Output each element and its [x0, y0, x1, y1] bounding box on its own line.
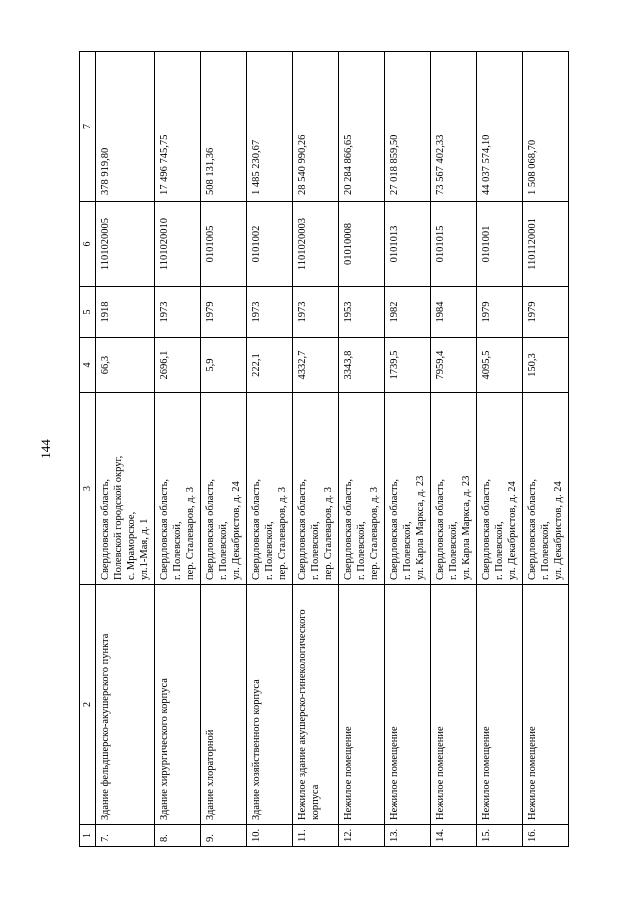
address-line: ул.1-Мая, д. 1	[139, 518, 150, 580]
object-name-cell: Нежилое помещение	[385, 585, 431, 825]
table-row	[155, 52, 201, 847]
year-cell: 1979	[523, 287, 569, 338]
area-cell: 5,9	[201, 338, 247, 393]
object-name-cell: Здание хирургического корпуса	[155, 585, 201, 825]
header-cell: 4	[80, 338, 96, 393]
address-line: Свердловская область,	[159, 478, 170, 580]
value-cell: 73 567 402,33	[431, 52, 477, 202]
address-line: г. Полевской,	[494, 521, 505, 580]
value-cell: 28 540 990,26	[293, 52, 339, 202]
address-line: пер. Сталеваров, д. 3	[323, 486, 334, 580]
address-cell	[201, 393, 247, 585]
area-cell: 4332,7	[293, 338, 339, 393]
inventory-code-cell: 0101015	[431, 202, 477, 287]
address-cell	[477, 393, 523, 585]
value-cell: 508 131,36	[201, 52, 247, 202]
inventory-code-cell: 0101001	[477, 202, 523, 287]
inventory-code-cell: 01010008	[339, 202, 385, 287]
address-line: Полевской городской округ,	[113, 455, 124, 580]
year-cell: 1973	[155, 287, 201, 338]
year-cell: 1979	[477, 287, 523, 338]
area-cell: 222,1	[247, 338, 293, 393]
row-number-cell: 14.	[431, 825, 477, 847]
object-name-cell: Здание хлораторной	[201, 585, 247, 825]
header-cell: 6	[80, 202, 96, 287]
address-cell	[293, 393, 339, 585]
header-row	[80, 52, 96, 847]
year-cell: 1984	[431, 287, 477, 338]
table-row	[293, 52, 339, 847]
value-cell: 1 508 068,70	[523, 52, 569, 202]
address-cell	[155, 393, 201, 585]
address-line: ул. Декабристов, д. 24	[507, 481, 518, 580]
inventory-code-cell: 1101120001	[523, 202, 569, 287]
address-line: пер. Сталеваров, д. 3	[277, 486, 288, 580]
address-line: Свердловская область,	[481, 478, 492, 580]
row-number-cell: 13.	[385, 825, 431, 847]
row-number-cell: 16.	[523, 825, 569, 847]
address-line: ул. Декабристов, д. 24	[553, 481, 564, 580]
address-line: г. Полевской,	[264, 521, 275, 580]
row-number-cell: 8.	[155, 825, 201, 847]
address-line: г. Полевской,	[402, 521, 413, 580]
year-cell: 1918	[96, 287, 155, 338]
address-line: Свердловская область,	[205, 478, 216, 580]
table-row	[523, 52, 569, 847]
address-line: Свердловская область,	[297, 478, 308, 580]
row-number-cell: 11.	[293, 825, 339, 847]
address-line: Свердловская область,	[100, 478, 111, 580]
address-line: Свердловская область,	[435, 478, 446, 580]
value-cell: 1 485 230,67	[247, 52, 293, 202]
value-cell: 44 037 574,10	[477, 52, 523, 202]
address-line: ул. Карла Маркса, д. 23	[461, 475, 472, 580]
inventory-code-cell: 1101020005	[96, 202, 155, 287]
address-line: г. Полевской,	[356, 521, 367, 580]
table-row	[247, 52, 293, 847]
address-cell	[247, 393, 293, 585]
table-row	[385, 52, 431, 847]
address-line: с. Мраморское,	[126, 511, 137, 580]
address-line: г. Полевской,	[218, 521, 229, 580]
row-number-cell: 10.	[247, 825, 293, 847]
value-cell: 17 496 745,75	[155, 52, 201, 202]
row-number-cell: 9.	[201, 825, 247, 847]
area-cell: 150,3	[523, 338, 569, 393]
address-line: г. Полевской,	[310, 521, 321, 580]
object-name-cell: Нежилое помещение	[523, 585, 569, 825]
rotated-table-frame	[79, 52, 564, 847]
area-cell: 2696,1	[155, 338, 201, 393]
header-cell: 3	[80, 393, 96, 585]
table-row	[96, 52, 155, 847]
area-cell: 3343,8	[339, 338, 385, 393]
address-line: ул. Декабристов, д. 24	[231, 481, 242, 580]
inventory-code-cell: 1101020003	[293, 202, 339, 287]
address-line: г. Полевской,	[540, 521, 551, 580]
area-cell: 4095,5	[477, 338, 523, 393]
table-row	[477, 52, 523, 847]
area-cell: 66,3	[96, 338, 155, 393]
table-row	[339, 52, 385, 847]
address-line: ул. Карла Маркса, д. 23	[415, 475, 426, 580]
object-name-cell: Здание фельдшерско-акушерского пункта	[96, 585, 155, 825]
year-cell: 1973	[247, 287, 293, 338]
object-name-cell: Нежилое здание акушерско-гинекологического корпуса	[293, 585, 339, 825]
address-line: Свердловская область,	[527, 478, 538, 580]
address-cell	[431, 393, 477, 585]
inventory-code-cell: 1101020010	[155, 202, 201, 287]
inventory-code-cell: 0101005	[201, 202, 247, 287]
header-cell: 2	[80, 585, 96, 825]
table-row	[431, 52, 477, 847]
row-number-cell: 7.	[96, 825, 155, 847]
value-cell: 27 018 859,50	[385, 52, 431, 202]
rotated-table-container	[79, 52, 564, 847]
year-cell: 1979	[201, 287, 247, 338]
object-name-cell: Здание хозяйственного корпуса	[247, 585, 293, 825]
value-cell: 378 919,80	[96, 52, 155, 202]
address-line: Свердловская область,	[251, 478, 262, 580]
address-cell	[385, 393, 431, 585]
address-line: пер. Сталеваров, д. 3	[185, 486, 196, 580]
address-line: Свердловская область,	[389, 478, 400, 580]
address-cell	[523, 393, 569, 585]
object-name-cell: Нежилое помещение	[477, 585, 523, 825]
year-cell: 1982	[385, 287, 431, 338]
header-cell: 1	[80, 825, 96, 847]
address-cell	[339, 393, 385, 585]
value-cell: 20 284 866,65	[339, 52, 385, 202]
row-number-cell: 15.	[477, 825, 523, 847]
year-cell: 1973	[293, 287, 339, 338]
address-line: г. Полевской,	[448, 521, 459, 580]
address-cell	[96, 393, 155, 585]
table-row	[201, 52, 247, 847]
object-name-cell: Нежилое помещение	[431, 585, 477, 825]
property-table	[79, 51, 569, 847]
address-line: пер. Сталеваров, д. 3	[369, 486, 380, 580]
object-name-cell: Нежилое помещение	[339, 585, 385, 825]
row-number-cell: 12.	[339, 825, 385, 847]
header-cell: 7	[80, 52, 96, 202]
address-line: г. Полевской,	[172, 521, 183, 580]
inventory-code-cell: 0101013	[385, 202, 431, 287]
year-cell: 1953	[339, 287, 385, 338]
area-cell: 7959,4	[431, 338, 477, 393]
page-number: 144	[38, 439, 53, 459]
inventory-code-cell: 0101002	[247, 202, 293, 287]
header-cell: 5	[80, 287, 96, 338]
address-line: Свердловская область,	[343, 478, 354, 580]
area-cell: 1739,5	[385, 338, 431, 393]
